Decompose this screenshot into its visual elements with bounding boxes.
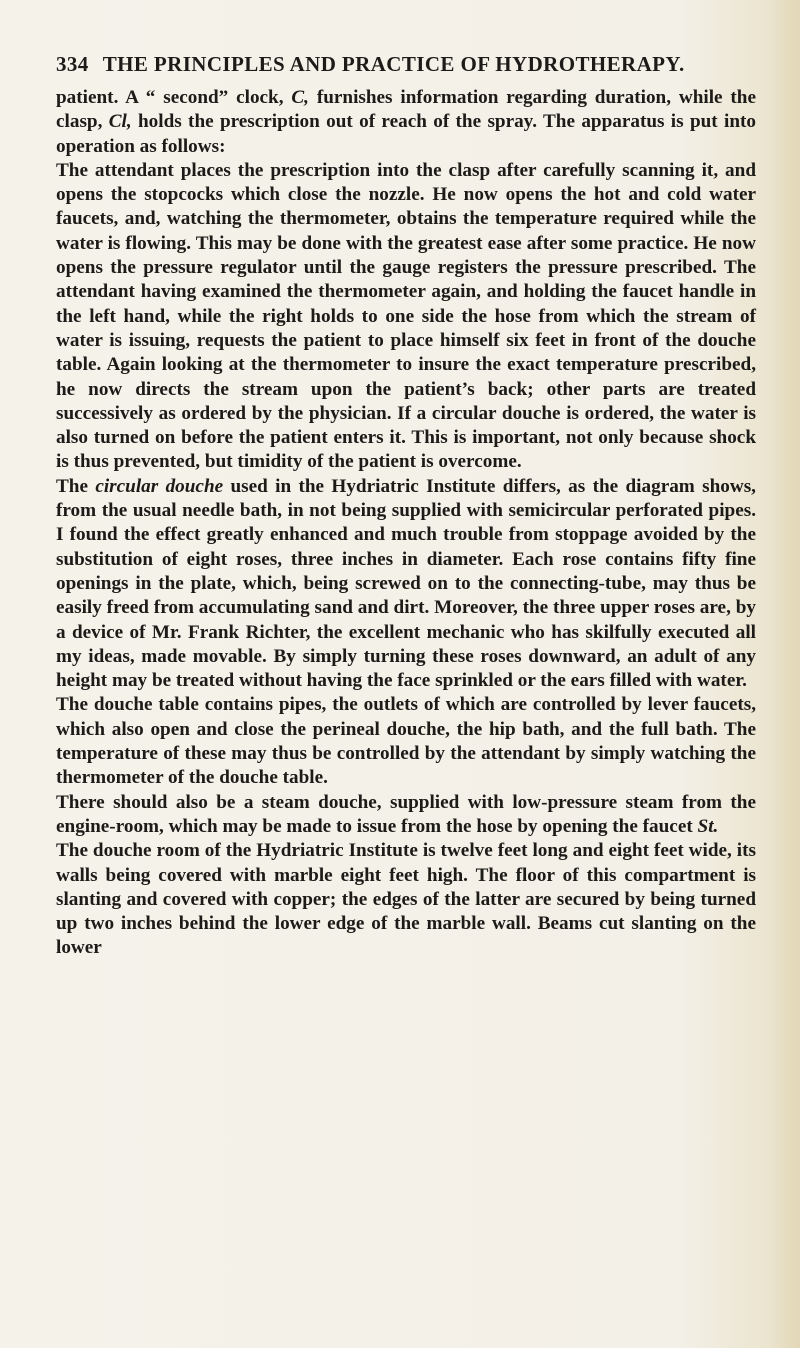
text-run: patient. A “ second” clock, (56, 87, 292, 108)
text-run: The attendant places the prescription into the clasp after carefully scanning it, and opens the stopcocks which close the nozzle. He now opens the hot and cold water faucets, and, watching the thermometer, obtains the temperature required while the water is flowing. This may be done with the greatest ease after some practice. He now opens the pressure regulator until the gauge registers the pressure prescribed. The attendant having examined the thermometer again, and holding the faucet handle in the left hand, while the right holds to one side the hose from which the stream of water is issuing, requests the patient to place himself six feet in front of the douche table. Again looking at the thermometer to insure the exact temperature prescribed, he now directs the stream upon the patient’s back; other parts are treated successively as ordered by the physician. If a circular douche is ordered, the water is also turned on before the patient enters it. This is important, not only because shock is thus prevented, but timidity of the patient is overcome. (56, 159, 756, 473)
running-title: THE PRINCIPLES AND PRACTICE OF HYDROTHERAPY. (102, 52, 685, 76)
paragraph-6 (56, 839, 756, 960)
text-run: used in the Hydriatric Institute differs, as the diagram shows, from the usual needle bath, in not being supplied with semicircular perforated pipes. I found the effect greatly enhanced and much trouble from stoppage avoided by the substitution of eight roses, three inches in diameter. Each rose contains fifty fine openings in the plate, which, being screwed on to the connecting-tube, may thus be easily freed from accumulating sand and dirt. Moreover, the three upper roses are, by a device of Mr. Frank Richter, the excellent mechanic who has skilfully executed all my ideas, made movable. By simply turning these roses downward, an adult of any height may be treated without having the face sprinkled or the ears filled with water. (56, 475, 756, 692)
paragraph-4 (56, 693, 756, 790)
italic-run: St. (697, 815, 719, 837)
text-run: furnishes information regarding duration, while the clasp, (56, 87, 756, 133)
body-text (56, 86, 756, 961)
italic-run: Cl, (108, 111, 132, 133)
italic-run: circular douche (95, 475, 224, 497)
paragraph-2 (56, 159, 756, 475)
page-number: 334 (56, 52, 89, 76)
italic-run: C, (291, 87, 309, 108)
paragraph-3 (56, 475, 756, 694)
text-run: The douche room of the Hydriatric Institute is twelve feet long and eight feet wide, its walls being covered with marble eight feet high. The floor of this compartment is slanting and covered with copper; the edges of the latter are secured by being turned up two inches behind the lower edge of the marble wall. Beams cut slanting on the lower (56, 840, 756, 959)
paragraph-1 (56, 86, 756, 159)
paragraph-5 (56, 791, 756, 840)
text-run: holds the prescription out of reach of the spray. The apparatus is put into operation as follows: (56, 111, 756, 157)
text-run: The douche table contains pipes, the outlets of which are controlled by lever faucets, which also open and close the perineal douche, the hip bath, and the full bath. The temperature of these may thus be controlled by the attendant by simply watching the thermometer of the douche table. (56, 694, 756, 789)
text-run: There should also be a steam douche, supplied with low-pressure steam from the engine-room, which may be made to issue from the hose by opening the faucet (56, 791, 756, 837)
running-header (56, 52, 756, 77)
text-run: The (56, 475, 96, 497)
